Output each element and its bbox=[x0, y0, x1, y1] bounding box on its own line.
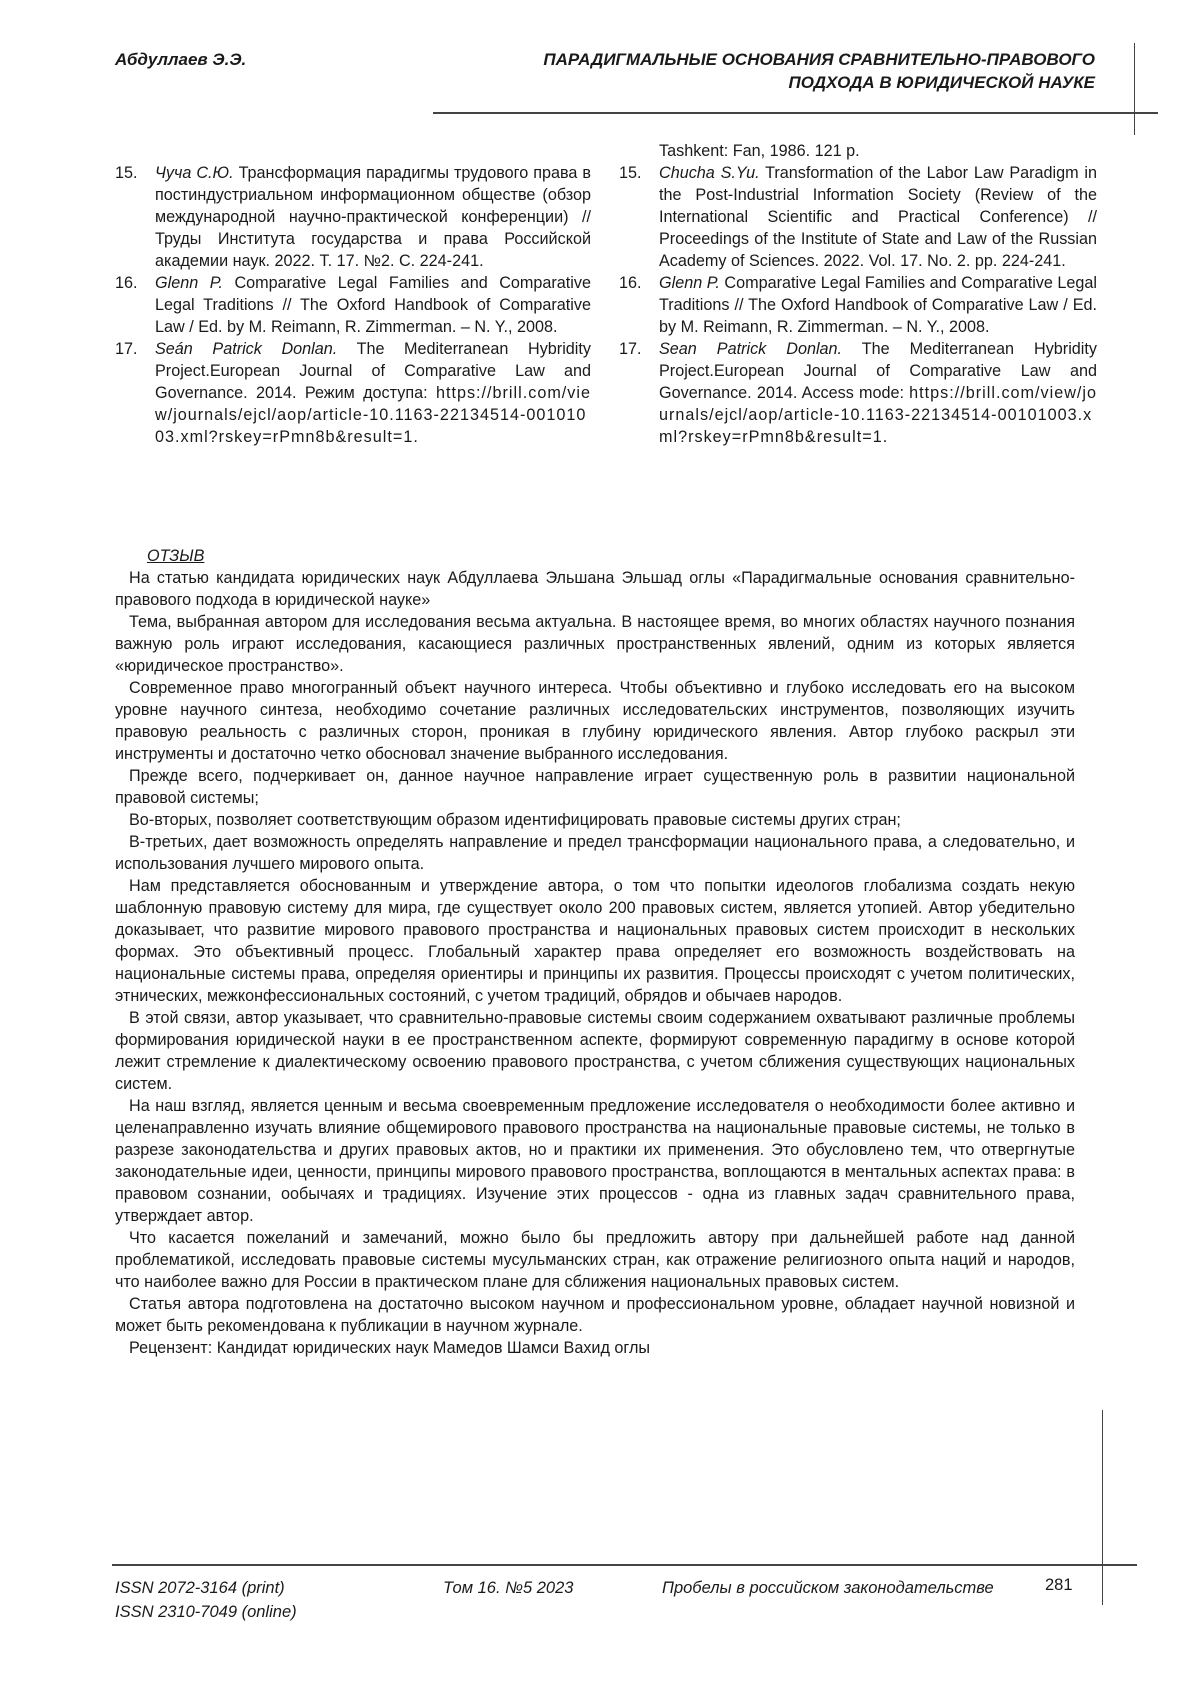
reference-item bbox=[619, 272, 1097, 338]
ref-text: The Mediterranean Hybridity Project.European Journal of Comparative Law and Governance. 2014. Режим доступа: bbox=[155, 340, 591, 402]
ref-number: 15. bbox=[619, 162, 642, 184]
header-vertical-rule bbox=[1134, 43, 1135, 135]
ref-continuation: Tashkent: Fan, 1986. 121 p. bbox=[619, 140, 1097, 162]
reference-item bbox=[619, 162, 1097, 272]
review-title: ОТЗЫВ bbox=[147, 545, 204, 567]
review-section bbox=[115, 545, 1075, 1359]
reviewer-signature: Рецензент: Кандидат юридических наук Мамедов Шамси Вахид оглы bbox=[115, 1337, 1075, 1359]
ref-url-link[interactable]: https://brill.com/view/journals/ejcl/aop/article-10.1163-22134514-00101003.xml?rskey=rPmn8b&result=1. bbox=[155, 384, 591, 446]
footer-volume: Том 16. №5 2023 bbox=[443, 1576, 573, 1600]
page-number: 281 bbox=[1045, 1576, 1073, 1595]
ref-author: Glenn P. bbox=[659, 274, 720, 292]
ref-text: Comparative Legal Families and Comparative Legal Traditions // The Oxford Handbook of Comparative Law / Ed. by M. Reimann, R. Zimmerman. – N. Y., 2008. bbox=[659, 274, 1097, 336]
ref-number: 15. bbox=[115, 162, 138, 184]
footer-vertical-rule bbox=[1102, 1410, 1103, 1605]
references-russian bbox=[115, 162, 591, 448]
header-rule bbox=[433, 112, 1158, 114]
ref-author: Чуча С.Ю. bbox=[155, 164, 234, 182]
ref-url-link[interactable]: https://brill.com/view/journals/ejcl/aop/article-10.1163-22134514-00101003.xml?rskey=rPmn8b&result=1. bbox=[659, 384, 1097, 446]
header-author: Абдуллаев Э.Э. bbox=[115, 50, 246, 70]
reference-item bbox=[619, 338, 1097, 448]
reference-item bbox=[115, 272, 591, 338]
ref-author: Glenn P. bbox=[155, 274, 223, 292]
review-paragraph: Что касается пожеланий и замечаний, можно было бы предложить автору при дальнейшей работе над данной проблематикой, исследовать правовые системы мусульманских стран, как отражение религиозного опыта наций и народов, что наиболее важно для России в практическом плане для сближения национальных правовых систем. bbox=[115, 1227, 1075, 1293]
ref-text: Transformation of the Labor Law Paradigm in the Post-Industrial Information Society (Review of the International Scientific and Practical Conference) // Proceedings of the Institute of State and Law of the Russian Academy of Sciences. 2022. Vol. 17. No. 2. pp. 224-241. bbox=[659, 164, 1097, 270]
ref-text: Трансформация парадигмы трудового права в постиндустриальном информационном обществе (обзор международной научно-практической конференции) // Труды Института государства и права Российской академии наук. 2022. Т. 17. №2. С. 224-241. bbox=[155, 164, 591, 270]
issn-print: ISSN 2072-3164 (print) bbox=[115, 1576, 297, 1600]
header-title bbox=[455, 48, 1095, 94]
review-paragraph: Прежде всего, подчеркивает он, данное научное направление играет существенную роль в развитии национальной правовой системы; bbox=[115, 765, 1075, 809]
issn-online: ISSN 2310-7049 (online) bbox=[115, 1600, 297, 1624]
ref-author: Seán Patrick Donlan. bbox=[155, 340, 337, 358]
ref-number: 16. bbox=[619, 272, 642, 294]
review-paragraph: Тема, выбранная автором для исследования весьма актуальна. В настоящее время, во многих областях научного познания важную роль играют исследования, касающиеся различных пространственных явлений, одним из которых является «юридическое пространство». bbox=[115, 611, 1075, 677]
footer-journal-name: Пробелы в российском законодательстве bbox=[662, 1576, 994, 1600]
ref-number: 17. bbox=[619, 338, 642, 360]
review-paragraph: На наш взгляд, является ценным и весьма своевременным предложение исследователя о необходимости более активно и целенаправленно изучать влияние общемирового правового пространства на национальные правовые системы, не только в разрезе законодательства и других правовых актов, но и практики их применения. Это обусловлено тем, что отвергнутые законодательные идеи, ценности, принципы мирового правового пространства, воплощаются в ментальных аспектах права: в правовом сознании, ообычаях и традициях. Изучение этих процессов - одна из главных задач сравнительного права, утверждает автор. bbox=[115, 1095, 1075, 1227]
review-paragraph: Современное право многогранный объект научного интереса. Чтобы объективно и глубоко исследовать его на высоком уровне научного синтеза, необходимо сочетание различных исследовательских инструментов, позволяющих изучить правовую реальность с различных сторон, проникая в глубину юридического явления. Автор глубоко раскрыл эти инструменты и достаточно четко обосновал значение выбранного исследования. bbox=[115, 677, 1075, 765]
reference-item bbox=[115, 162, 591, 272]
ref-author: Sean Patrick Donlan. bbox=[659, 340, 842, 358]
ref-text: The Mediterranean Hybridity Project.European Journal of Comparative Law and Governance. 2014. Access mode: bbox=[659, 340, 1097, 402]
review-paragraph: Нам представляется обоснованным и утверждение автора, о том что попытки идеологов глобализма создать некую шаблонную правовую систему для мира, где существует около 200 правовых систем, является утопией. Автор убедительно доказывает, что развитие мирового правового пространства и национальных правовых систем происходит в нескольких формах. Это объективный процесс. Глобальный характер права определяет его возможность воздействовать на национальные системы права, определяя ориентиры и принципы их развития. Процессы происходят с учетом политических, этнических, межконфессиональных состояний, с учетом традиций, обрядов и обычаев народов. bbox=[115, 875, 1075, 1007]
reference-item bbox=[115, 338, 591, 448]
review-paragraph: Статья автора подготовлена на достаточно высоком научном и профессиональном уровне, обладает научной новизной и может быть рекомендована к публикации в научном журнале. bbox=[115, 1293, 1075, 1337]
header-title-line: ПОДХОДА В ЮРИДИЧЕСКОЙ НАУКЕ bbox=[455, 71, 1095, 94]
review-paragraph: Во-вторых, позволяет соответствующим образом идентифицировать правовые системы других стран; bbox=[115, 809, 1075, 831]
ref-number: 16. bbox=[115, 272, 138, 294]
footer-issn bbox=[115, 1576, 297, 1624]
ref-author: Chucha S.Yu. bbox=[659, 164, 760, 182]
references-english bbox=[619, 140, 1097, 448]
review-paragraph: В-третьих, дает возможность определять направление и предел трансформации национального права, а следовательно, и использования лучшего мирового опыта. bbox=[115, 831, 1075, 875]
review-paragraph: В этой связи, автор указывает, что сравнительно-правовые системы своим содержанием охватывают различные проблемы формирования юридической науки в ее пространственном аспекте, формируют современную парадигму в основе которой лежит стремление к диалектическому освоению правового пространства, с учетом сближения существующих национальных систем. bbox=[115, 1007, 1075, 1095]
footer-rule bbox=[112, 1564, 1137, 1566]
review-paragraph: На статью кандидата юридических наук Абдуллаева Эльшана Эльшад оглы «Парадигмальные основания сравнительно-правового подхода в юридической науке» bbox=[115, 567, 1075, 611]
ref-text: Comparative Legal Families and Comparative Legal Traditions // The Oxford Handbook of Comparative Law / Ed. by M. Reimann, R. Zimmerman. – N. Y., 2008. bbox=[155, 274, 591, 336]
ref-number: 17. bbox=[115, 338, 138, 360]
header-title-line: ПАРАДИГМАЛЬНЫЕ ОСНОВАНИЯ СРАВНИТЕЛЬНО-ПРАВОВОГО bbox=[455, 48, 1095, 71]
